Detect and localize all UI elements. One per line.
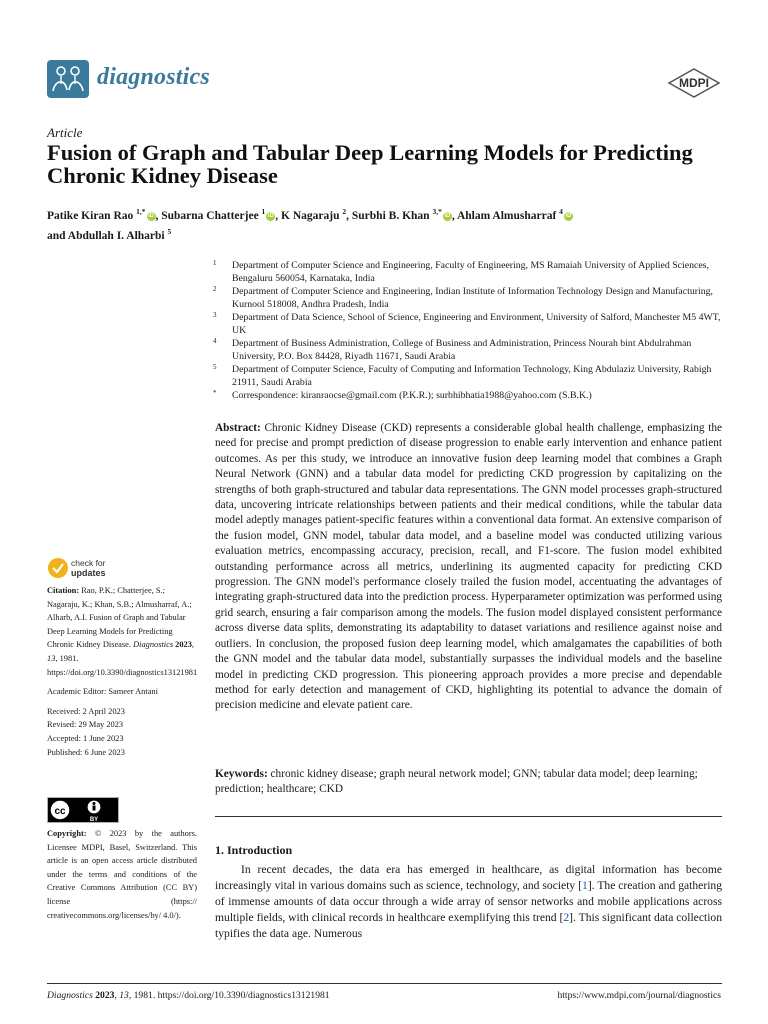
keywords-text: chronic kidney disease; graph neural network model; GNN; tabular data model; deep learning; prediction; healthcare; CKD	[215, 768, 698, 796]
orcid-icon[interactable]: iD	[444, 212, 451, 219]
cc-by-license-icon[interactable]	[47, 797, 119, 823]
citation: Citation: Rao, P.K.; Chatterjee, S.; Nagaraju, K.; Khan, S.B.; Almusharraf, A.; Alharb, A.I. Fusion of Graph and Tabular Deep Learning Models for Predicting Chronic Kidney Disease. Diagnostics 2023, 13, 1981. https://doi.org/10.3390/diagnostics13121981	[47, 586, 198, 677]
published-date: Published: 6 June 2023	[47, 747, 125, 757]
affiliation-item: 5 Department of Computer Science, Faculty of Computing and Information Technology, King Abdulaziz University, Rabigh 21911, Saudi Arabia	[213, 363, 712, 389]
author-list: Patike Kiran Rao $^{1,*}$ iD , Subarna Chatterjee $^1$ iD , K Nagaraju $^2$, Surbhi B. Khan $^{3,*}$ iD , Ahlam Almusharraf $^4$ iD and Abdullah I. Alharbi $^5$	[47, 207, 572, 242]
check-updates-line2: updates	[71, 568, 106, 578]
abstract-text: Chronic Kidney Disease (CKD) represents a considerable global health challenge, emphasizing the need for precise and prompt prediction of disease progression to enable early intervention and enhance patient outcomes. As per this study, we introduce an innovative fusion deep learning model that combines a Graph Neural Network (GNN) and a tabular data model for predicting CKD progression by capitalizing on the strengths of both graph-structured and tabular data representations. The GNN model processes graph-structured data, uncovering intricate relationships between patients and their medical conditions, while the tabular data model adeptly manages patient-specific features within a conventional data format. An extensive comparison of the fusion model, GNN model, tabular data model, and a baseline model was conducted utilizing various evaluation metrics, encompassing accuracy, precision, recall, and F1-score. The fusion model exhibited outstanding performance across all metrics, underlining its augmented capacity for predicting CKD progression. The GNN model's performance closely trailed the fusion model, accentuating the advantages of integrating graph-structured data into the prediction process. Hyperparameter optimization was performed using grid search, ensuring a fair comparison among the models. The fusion model displayed consistent performance across diverse data splits, demonstrating its adaptability to dataset variations and resilience against noise and outliers. In conclusion, the proposed fusion deep learning model, which amalgamates the capabilities of both the GNN model and the tabular data model, substantially surpasses the individual models and the baseline model in predicting CKD progression. This pioneering approach provides a more precise and dependable method for early detection and management of CKD, highlighting its potential to advance the domain of precision medicine and elevate patient care.	[215, 422, 722, 712]
author-name[interactable]: Ahlam Almusharraf	[456, 209, 557, 222]
copyright-notice: Copyright: © 2023 by the authors. Licensee MDPI, Basel, Switzerland. This article is an open access article distributed under the terms and conditions of the Creative Commons Attribution (CC BY) license (https:// creativecommons.org/licenses/by/ 4.0/).	[47, 829, 198, 920]
cc-by-label: BY	[89, 817, 99, 823]
author-sup: 2	[342, 207, 347, 216]
affiliation-item: 3 Department of Data Science, School of Science, Engineering and Environment, University of Salford, Manchester M5 4WT, UK	[213, 311, 721, 336]
footer-divider	[47, 983, 722, 984]
orcid-icon[interactable]: iD	[148, 212, 154, 219]
author-name[interactable]: Abdullah I. Alharbi	[67, 229, 165, 242]
abstract-label: Abstract:	[215, 422, 261, 434]
author-sup: 5	[167, 226, 172, 236]
author-sup: 4	[559, 207, 563, 216]
mdpi-logo-icon[interactable]	[667, 68, 721, 98]
check-updates-line1: check for	[71, 558, 106, 568]
affiliation-item: 1 Department of Computer Science and Engineering, Faculty of Engineering, MS Ramaiah University of Applied Sciences, Bengaluru 560054, Karnataka, India	[213, 259, 709, 284]
keywords	[215, 767, 722, 798]
author-name[interactable]: Patike Kiran Rao	[47, 209, 134, 222]
intro-paragraph: In recent decades, the data era has emerged in healthcare, as digital information has become increasingly vital in various domains such as science, technology, and society [1]. The creation and gathering of immense amounts of data occur through a wide array of sensor networks and mobile applications across multiple fields, with clinical records in healthcare exemplifying this trend [2]. This significant data collection typifies the data age. Numerous	[215, 863, 723, 940]
received-date: Received: 2 April 2023	[47, 706, 125, 716]
revised-date: Revised: 29 May 2023	[47, 720, 124, 730]
author-name[interactable]: Surbhi B. Khan	[351, 209, 430, 222]
journal-logo-icon	[47, 60, 89, 98]
footer-journal-url[interactable]: https://www.mdpi.com/journal/diagnostics	[557, 990, 721, 1001]
author-sup: 3,*	[432, 207, 442, 216]
academic-editor: Academic Editor: Sameer Antani	[47, 687, 158, 697]
section-divider	[215, 816, 722, 817]
publisher-label: MDPI	[679, 76, 709, 90]
affiliation-item: 4 Department of Business Administration, College of Business and Administration, Princess Nourah bint Abdulrahman University, P.O. Box 84428, Riyadh 11671, Saudi Arabia	[213, 337, 692, 363]
cc-label: cc	[54, 806, 66, 817]
abstract	[215, 421, 722, 714]
orcid-icon[interactable]: iD	[267, 212, 274, 219]
keywords-label: Keywords:	[215, 768, 268, 780]
section-heading: 1. Introduction	[215, 843, 293, 857]
citation-link[interactable]: 2	[563, 911, 570, 924]
author-sup: 1	[261, 207, 266, 216]
affiliations	[213, 260, 728, 404]
sidebar-info	[47, 584, 197, 759]
author-name[interactable]: K Nagaraju	[281, 209, 340, 222]
accepted-date: Accepted: 1 June 2023	[47, 733, 124, 743]
journal-name[interactable]: diagnostics	[97, 64, 210, 90]
author-sup: 1,*	[136, 207, 146, 216]
article-type: Article	[47, 125, 83, 140]
citation-link[interactable]: 1	[582, 879, 588, 892]
check-for-updates-button[interactable]	[47, 556, 127, 580]
affiliation-item: 2 Department of Computer Science and Engineering, Indian Institute of Information Technology Design and Manufacturing, Kurnool 518008, Andhra Pradesh, India	[213, 285, 713, 310]
author-name[interactable]: Subarna Chatterjee	[161, 209, 259, 222]
paper-title: Fusion of Graph and Tabular Deep Learning Models for Predicting Chronic Kidney Disease	[47, 140, 693, 188]
correspondence: * Correspondence: kiranraocse@gmail.com (P.K.R.); surbhibhatia1988@yahoo.com (S.B.K.)	[213, 389, 592, 402]
footer-citation: Diagnostics 2023, 13, 1981. https://doi.org/10.3390/diagnostics13121981	[47, 990, 330, 1001]
orcid-icon[interactable]: iD	[565, 212, 572, 219]
